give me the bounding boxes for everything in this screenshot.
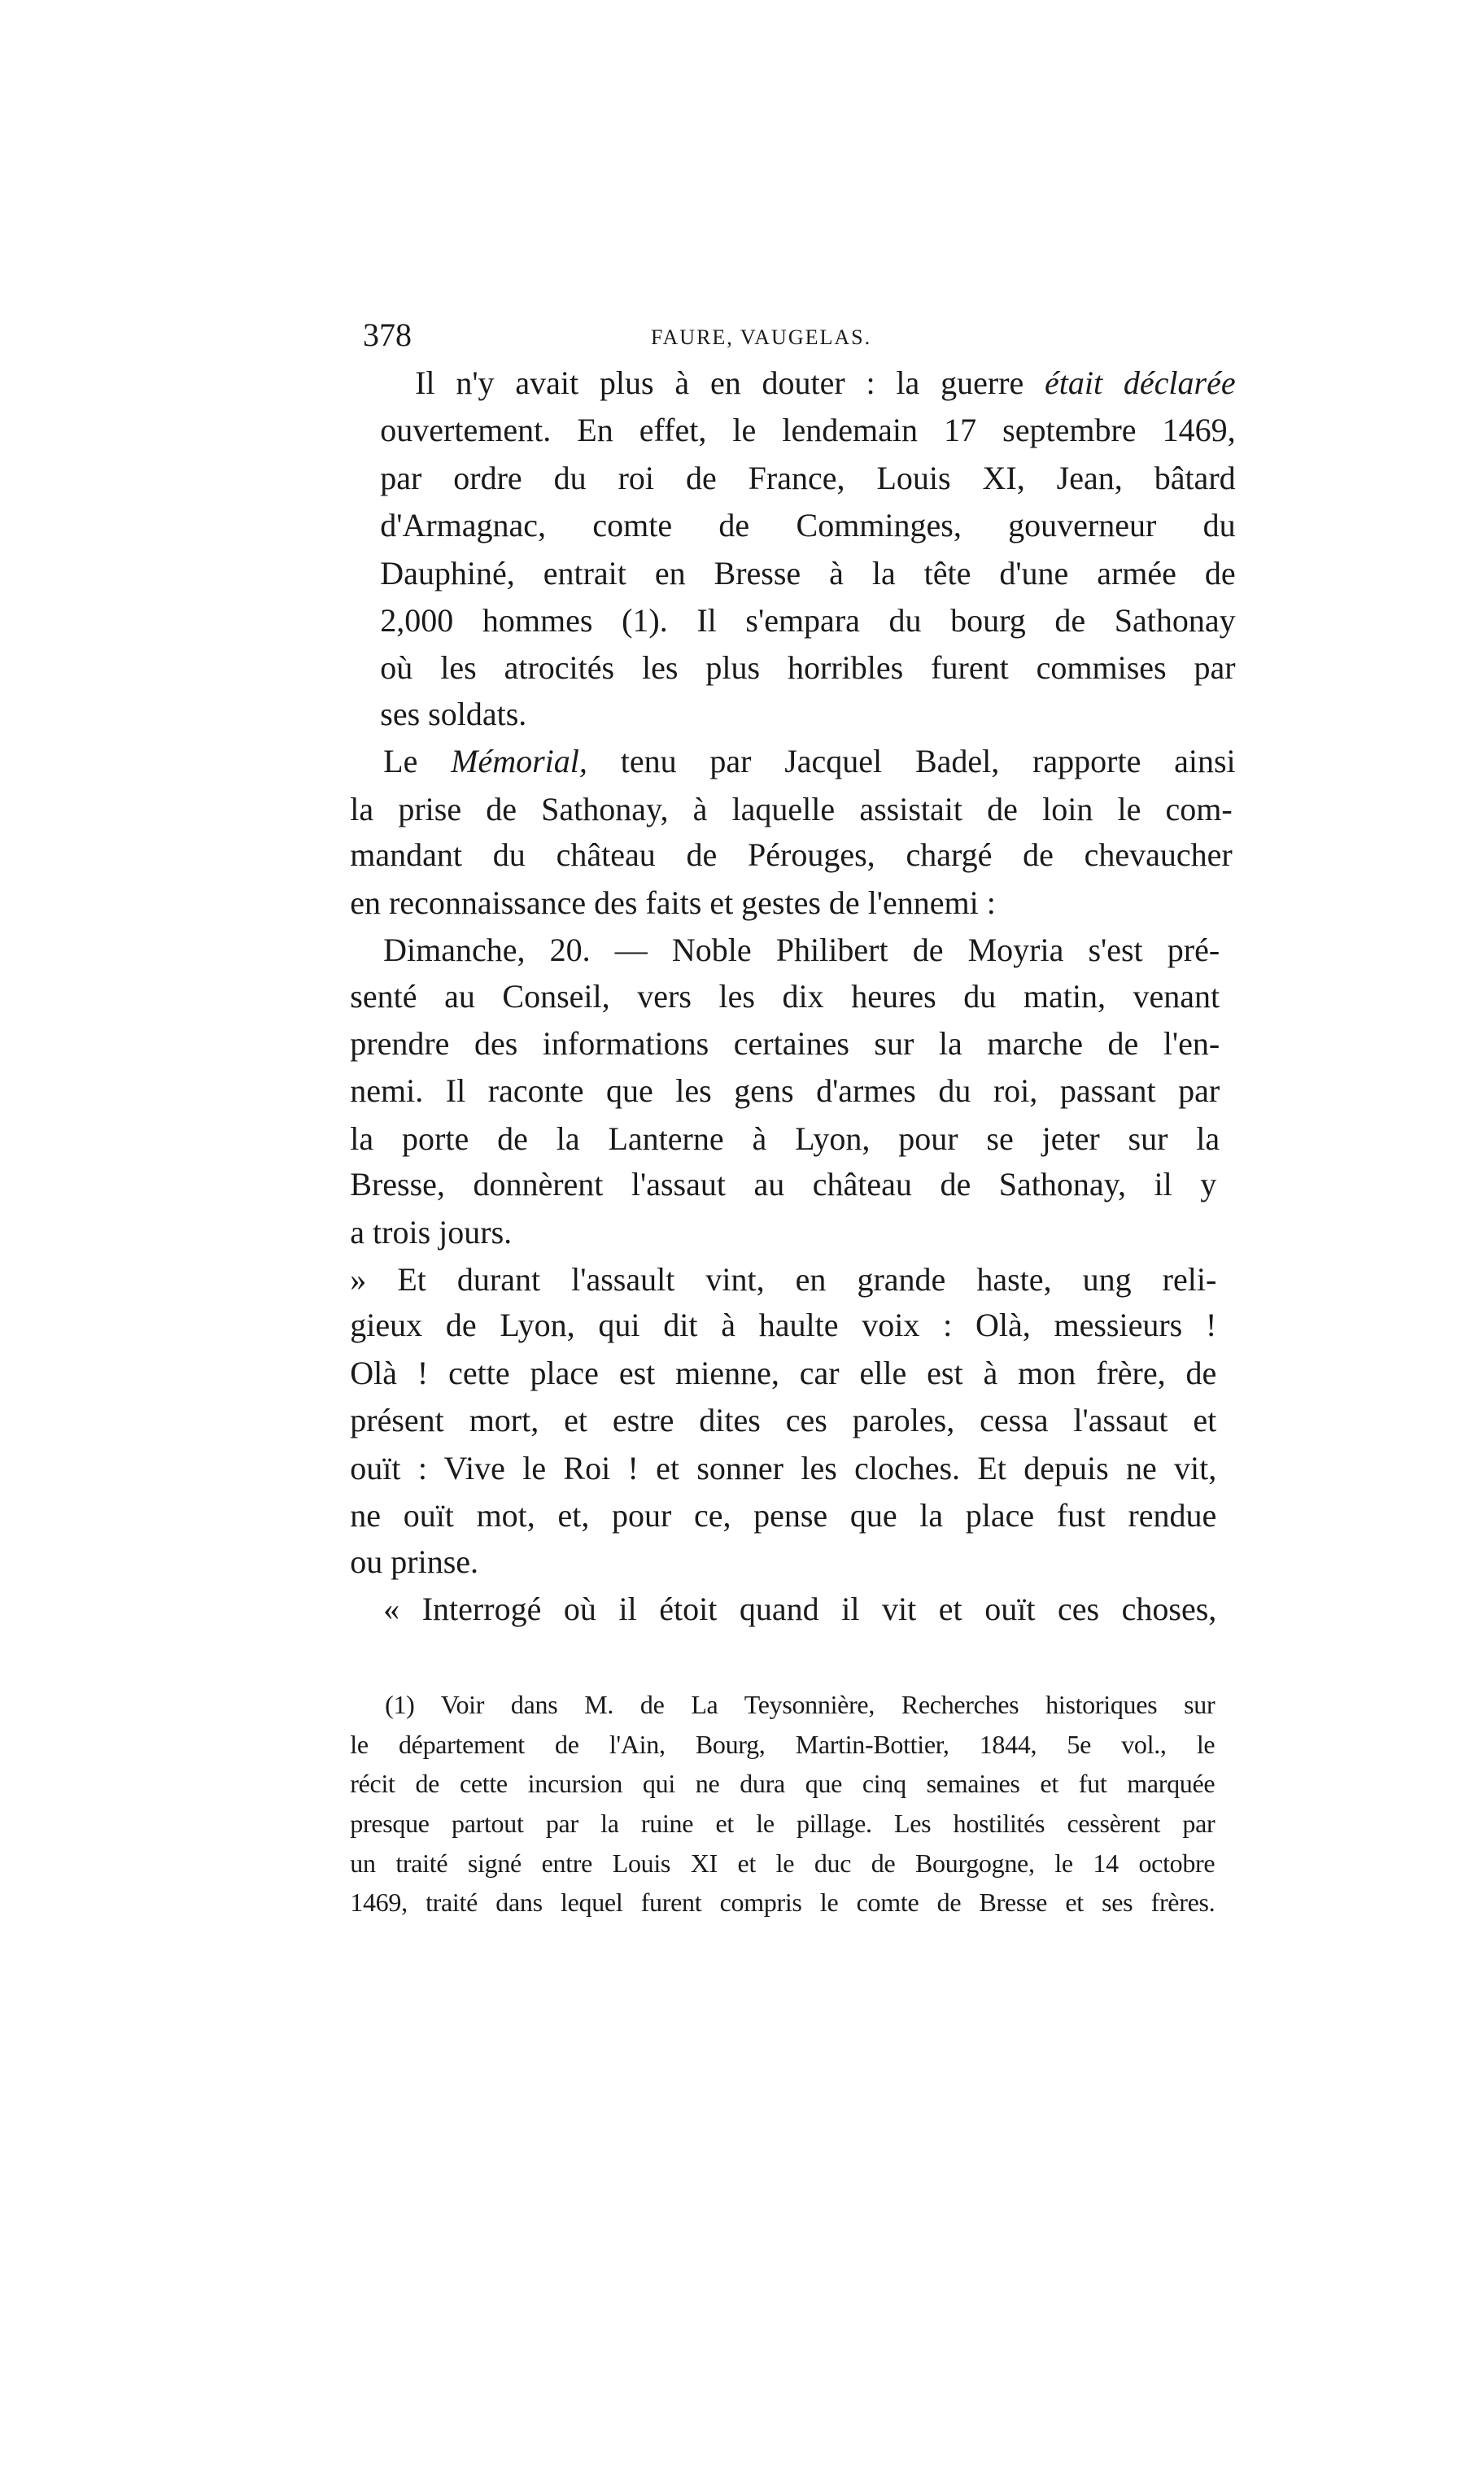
footnote-line: 1469, traité dans lequel furent compris le comte de Bresse et ses frères.	[350, 1888, 1216, 1918]
text-segment: tenu par Jacquel Badel, rapporte ainsi	[587, 743, 1236, 780]
body-line: ouït : Vive le Roi ! et sonner les cloches. Et depuis ne vit,	[350, 1449, 1217, 1486]
footnote-line: récit de cette incursion qui ne dura que cinq semaines et fut marquée	[350, 1769, 1216, 1799]
text-segment: Le	[383, 743, 452, 780]
body-line: gieux de Lyon, qui dit à haulte voix : Olà, messieurs !	[350, 1307, 1217, 1344]
footnote-line: presque partout par la ruine et le pillage. Les hostilités cessèrent par	[350, 1808, 1216, 1838]
body-line: la porte de la Lanterne à Lyon, pour se jeter sur la	[350, 1120, 1220, 1157]
body-line: prendre des informations certaines sur la marche de l'en-	[350, 1024, 1220, 1062]
body-line: Dauphiné, entrait en Bresse à la tête d'une armée de	[380, 554, 1236, 591]
body-line: par ordre du roi de France, Louis XI, Jean, bâtard	[380, 459, 1236, 496]
body-line: ses soldats.	[380, 695, 527, 732]
body-line: « Interrogé où il étoit quand il vit et ouït ces choses,	[383, 1590, 1217, 1627]
body-line: ou prinse.	[350, 1543, 479, 1580]
running-title: FAURE, VAUGELAS.	[651, 325, 872, 349]
footnote-line: (1) Voir dans M. de La Teysonnière, Recherches historiques sur	[385, 1689, 1216, 1719]
body-line: présent mort, et estre dites ces paroles, cessa l'assaut et	[350, 1402, 1217, 1439]
body-line	[415, 364, 1236, 403]
body-line: la prise de Sathonay, à laquelle assistait de loin le com-	[350, 790, 1233, 827]
body-line: nemi. Il raconte que les gens d'armes du roi, passant par	[350, 1072, 1220, 1110]
italic-text: était déclarée	[1045, 364, 1236, 401]
footnote-line: le département de l'Ain, Bourg, Martin-Bottier, 1844, 5e vol., le	[350, 1729, 1216, 1759]
body-line: Dimanche, 20. — Noble Philibert de Moyria s'est pré-	[383, 932, 1220, 969]
body-line: senté au Conseil, vers les dix heures du matin, venant	[350, 977, 1220, 1015]
body-line: en reconnaissance des faits et gestes de l'ennemi :	[350, 884, 996, 921]
italic-text: Mémorial,	[451, 743, 587, 780]
body-line: a trois jours.	[350, 1213, 513, 1251]
body-line	[383, 745, 1235, 781]
footnote-line: un traité signé entre Louis XI et le duc de Bourgogne, le 14 octobre	[350, 1848, 1216, 1878]
body-line: ne ouït mot, et, pour ce, pense que la place fust rendue	[350, 1497, 1217, 1534]
body-line: où les atrocités les plus horribles furent commises par	[380, 649, 1236, 687]
body-line: d'Armagnac, comte de Comminges, gouverneur du	[380, 507, 1236, 544]
page-number: 378	[363, 316, 412, 353]
text-segment: Il n'y avait plus à en douter : la guerre	[415, 364, 1045, 401]
body-line: mandant du château de Pérouges, chargé de chevaucher	[350, 836, 1233, 874]
body-line: » Et durant l'assault vint, en grande haste, ung reli-	[350, 1261, 1217, 1299]
body-line: Olà ! cette place est mienne, car elle est à mon frère, de	[350, 1354, 1217, 1391]
body-line: 2,000 hommes (1). Il s'empara du bourg de Sathonay	[380, 602, 1236, 639]
body-line: ouvertement. En effet, le lendemain 17 septembre 1469,	[380, 412, 1236, 449]
body-line: Bresse, donnèrent l'assaut au château de Sathonay, il y	[350, 1166, 1217, 1203]
